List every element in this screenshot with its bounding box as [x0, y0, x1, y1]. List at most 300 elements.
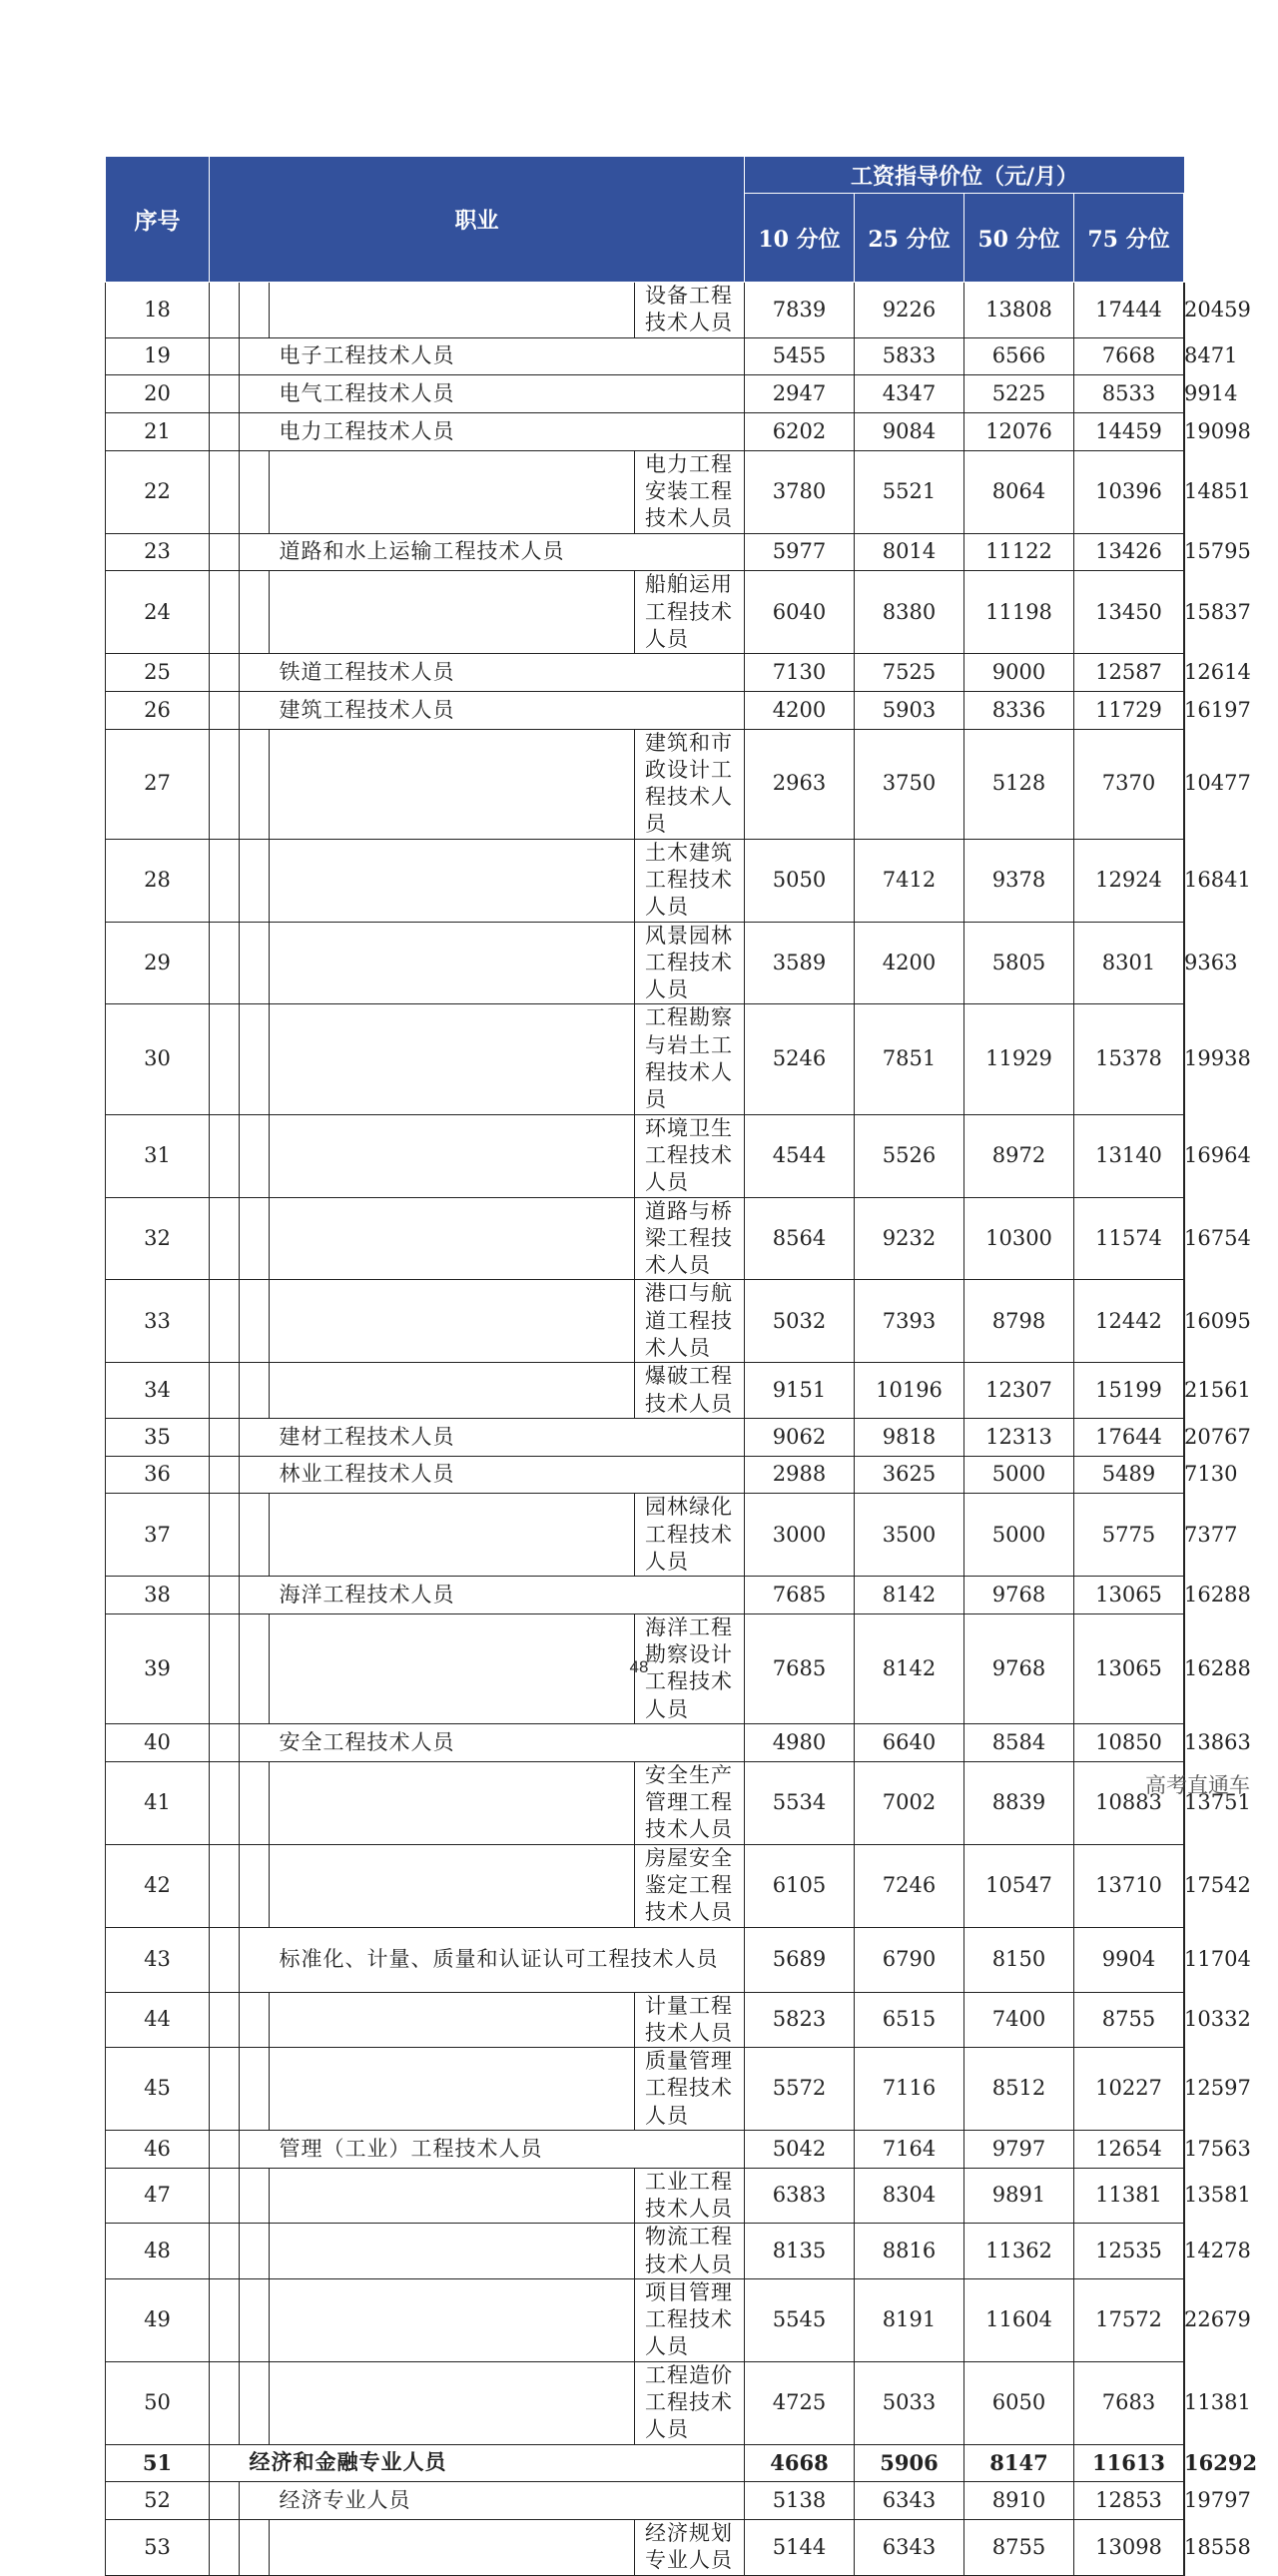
indent-cell — [270, 1761, 635, 1844]
wage-p75-cell: 13065 — [1074, 1613, 1184, 1723]
indent-cell — [240, 1577, 270, 1614]
indent-cell — [210, 1724, 240, 1762]
serial-number-cell: 44 — [106, 1992, 210, 2048]
wage-p75-cell: 13065 — [1074, 1577, 1184, 1614]
wage-p10-cell: 6040 — [745, 571, 855, 654]
wage-p10-cell: 4544 — [745, 1114, 855, 1197]
indent-cell — [210, 1844, 240, 1927]
serial-number-cell: 43 — [106, 1927, 210, 1992]
occupation-name-cell: 工程勘察与岩土工程技术人员 — [635, 1004, 745, 1114]
table-row — [106, 654, 1185, 692]
serial-number-cell: 26 — [106, 691, 210, 729]
occupation-name-cell: 港口与航道工程技术人员 — [635, 1280, 745, 1363]
wage-p75-cell: 11729 — [1074, 691, 1184, 729]
indent-cell — [240, 337, 270, 375]
wage-p90-cell: 19098 — [1184, 418, 1251, 443]
indent-cell — [240, 2361, 270, 2444]
wage-p10-cell: 5823 — [745, 1992, 855, 2048]
wage-p50-cell: 10547 — [964, 1844, 1074, 1927]
indent-cell — [240, 654, 270, 692]
table-row — [106, 1724, 1185, 1762]
wage-p25-cell: 6515 — [855, 1992, 964, 2048]
wage-p25-cell: 7246 — [855, 1844, 964, 1927]
indent-cell — [270, 571, 635, 654]
indent-cell — [210, 1114, 240, 1197]
indent-cell — [210, 2520, 240, 2576]
wage-p90-cell: 16288 — [1184, 1655, 1251, 1680]
serial-number-cell: 52 — [106, 2482, 210, 2520]
wage-p25-cell: 8142 — [855, 1577, 964, 1614]
wage-p75-cell: 10883 — [1074, 1761, 1184, 1844]
wage-p90-cell: 16964 — [1184, 1142, 1251, 1167]
wage-p10-cell: 6383 — [745, 2168, 855, 2224]
indent-cell — [210, 2224, 240, 2279]
wage-p75-cell: 10850 — [1074, 1724, 1184, 1762]
wage-p50-cell: 9768 — [964, 1613, 1074, 1723]
wage-p90-cell: 15795 — [1184, 539, 1251, 564]
indent-cell — [270, 450, 635, 533]
table-row — [106, 2131, 1185, 2169]
serial-number-cell: 25 — [106, 654, 210, 692]
wage-p90-cell: 16095 — [1184, 1308, 1251, 1333]
wage-p75-cell: 9904 — [1074, 1927, 1184, 1992]
wage-p75-cell: 12924 — [1074, 839, 1184, 922]
wage-p25-cell: 6343 — [855, 2482, 964, 2520]
wage-p10-cell: 8564 — [745, 1197, 855, 1280]
indent-cell — [210, 1418, 240, 1456]
wage-p50-cell: 8150 — [964, 1927, 1074, 1992]
occupation-name-cell: 海洋工程技术人员 — [270, 1577, 745, 1614]
wage-p50-cell: 5000 — [964, 1494, 1074, 1577]
wage-p90-cell: 22679 — [1184, 2307, 1251, 2332]
occupation-name-cell: 建筑和市政设计工程技术人员 — [635, 729, 745, 839]
occupation-name-cell: 工程造价工程技术人员 — [635, 2361, 745, 2444]
indent-cell — [210, 1927, 240, 1992]
wage-p75-cell: 12442 — [1074, 1280, 1184, 1363]
wage-p90-cell: 19797 — [1184, 2488, 1251, 2513]
indent-cell — [270, 2278, 635, 2361]
indent-cell — [240, 1363, 270, 1419]
header-serial-number: 序号 — [106, 157, 210, 283]
indent-cell — [270, 2520, 635, 2576]
occupation-name-cell: 环境卫生工程技术人员 — [635, 1114, 745, 1197]
wage-p10-cell: 3589 — [745, 922, 855, 1004]
serial-number-cell: 49 — [106, 2278, 210, 2361]
wage-p90-cell: 9914 — [1184, 380, 1238, 405]
occupation-name-cell: 电力工程安装工程技术人员 — [635, 450, 745, 533]
wage-p50-cell: 5225 — [964, 375, 1074, 413]
wage-p75-cell: 13450 — [1074, 571, 1184, 654]
indent-cell — [210, 337, 240, 375]
wage-p10-cell: 4980 — [745, 1724, 855, 1762]
wage-p50-cell: 5000 — [964, 1456, 1074, 1494]
wage-p25-cell: 7393 — [855, 1280, 964, 1363]
indent-cell — [210, 1197, 240, 1280]
table-row — [106, 1456, 1185, 1494]
wage-p10-cell: 7685 — [745, 1577, 855, 1614]
indent-cell — [240, 729, 270, 839]
indent-cell — [210, 654, 240, 692]
table-row — [106, 533, 1185, 571]
occupation-name-cell: 管理（工业）工程技术人员 — [270, 2131, 745, 2169]
wage-p90-cell: 18558 — [1184, 2534, 1251, 2559]
serial-number-cell: 41 — [106, 1761, 210, 1844]
indent-cell — [210, 2444, 240, 2482]
wage-p75-cell: 7668 — [1074, 337, 1184, 375]
wage-p75-cell: 5775 — [1074, 1494, 1184, 1577]
serial-number-cell: 42 — [106, 1844, 210, 1927]
indent-cell — [270, 1363, 635, 1419]
occupation-name-cell: 经济专业人员 — [270, 2482, 745, 2520]
indent-cell — [270, 729, 635, 839]
indent-cell — [210, 2131, 240, 2169]
serial-number-cell: 32 — [106, 1197, 210, 1280]
wage-p25-cell: 8816 — [855, 2224, 964, 2279]
wage-p25-cell: 5903 — [855, 691, 964, 729]
indent-cell — [270, 1992, 635, 2048]
wage-p25-cell: 7412 — [855, 839, 964, 922]
occupation-name-cell: 园林绿化工程技术人员 — [635, 1494, 745, 1577]
wage-p50-cell: 8064 — [964, 450, 1074, 533]
wage-p75-cell: 7370 — [1074, 729, 1184, 839]
wage-p25-cell: 8304 — [855, 2168, 964, 2224]
occupation-name-cell: 道路与桥梁工程技术人员 — [635, 1197, 745, 1280]
wage-p90-cell: 17563 — [1184, 2136, 1251, 2161]
wage-p75-cell: 14459 — [1074, 412, 1184, 450]
wage-p90-cell: 16288 — [1184, 1582, 1251, 1607]
wage-p90-cell: 14851 — [1184, 478, 1251, 503]
occupation-name-cell: 房屋安全鉴定工程技术人员 — [635, 1844, 745, 1927]
wage-p25-cell: 3625 — [855, 1456, 964, 1494]
wage-p10-cell: 5246 — [745, 1004, 855, 1114]
indent-cell — [210, 412, 240, 450]
occupation-name-cell: 工业工程技术人员 — [635, 2168, 745, 2224]
wage-p50-cell: 9768 — [964, 1577, 1074, 1614]
wage-p50-cell: 6566 — [964, 337, 1074, 375]
wage-p25-cell: 5521 — [855, 450, 964, 533]
wage-p90-cell: 11704 — [1184, 1946, 1251, 1971]
occupation-name-cell: 设备工程技术人员 — [635, 283, 745, 338]
wage-p10-cell: 6105 — [745, 1844, 855, 1927]
wage-p50-cell: 10300 — [964, 1197, 1074, 1280]
serial-number-cell: 21 — [106, 412, 210, 450]
wage-p25-cell: 9232 — [855, 1197, 964, 1280]
wage-p10-cell: 4725 — [745, 2361, 855, 2444]
occupation-name-cell: 林业工程技术人员 — [270, 1456, 745, 1494]
table-row — [106, 1927, 1185, 1992]
wage-p10-cell: 5050 — [745, 839, 855, 922]
wage-p90-cell: 12597 — [1184, 2076, 1251, 2101]
table-row — [106, 1761, 1185, 1844]
wage-p90-cell: 14278 — [1184, 2238, 1251, 2262]
wage-p25-cell: 5526 — [855, 1114, 964, 1197]
wage-p50-cell: 11198 — [964, 571, 1074, 654]
indent-cell — [210, 1280, 240, 1363]
wage-p10-cell: 7839 — [745, 283, 855, 338]
table-row — [106, 691, 1185, 729]
wage-p25-cell: 9084 — [855, 412, 964, 450]
serial-number-cell: 39 — [106, 1613, 210, 1723]
wage-p75-cell: 12587 — [1074, 654, 1184, 692]
table-row — [106, 412, 1185, 450]
wage-p10-cell: 5572 — [745, 2048, 855, 2131]
indent-cell — [270, 1114, 635, 1197]
serial-number-cell: 38 — [106, 1577, 210, 1614]
table-row — [106, 571, 1185, 654]
indent-cell — [240, 412, 270, 450]
table-row — [106, 2482, 1185, 2520]
wage-p10-cell: 7130 — [745, 654, 855, 692]
indent-cell — [270, 922, 635, 1004]
page-number: 48 — [629, 1657, 649, 1676]
serial-number-cell: 19 — [106, 337, 210, 375]
wage-p75-cell: 8533 — [1074, 375, 1184, 413]
wage-p25-cell: 4200 — [855, 922, 964, 1004]
wage-p50-cell: 8910 — [964, 2482, 1074, 2520]
wage-p10-cell: 9062 — [745, 1418, 855, 1456]
wage-p25-cell: 7525 — [855, 654, 964, 692]
serial-number-cell: 24 — [106, 571, 210, 654]
indent-cell — [240, 375, 270, 413]
wage-p25-cell: 7116 — [855, 2048, 964, 2131]
serial-number-cell: 53 — [106, 2520, 210, 2576]
wage-p75-cell: 13710 — [1074, 1844, 1184, 1927]
table-row — [106, 2278, 1185, 2361]
serial-number-cell: 51 — [106, 2444, 210, 2482]
wage-p90-cell: 16197 — [1184, 697, 1251, 722]
serial-number-cell: 33 — [106, 1280, 210, 1363]
serial-number-cell: 50 — [106, 2361, 210, 2444]
indent-cell — [210, 2048, 240, 2131]
indent-cell — [210, 375, 240, 413]
indent-cell — [270, 1494, 635, 1577]
wage-p10-cell: 5144 — [745, 2520, 855, 2576]
wage-p10-cell: 5534 — [745, 1761, 855, 1844]
wage-p10-cell: 5545 — [745, 2278, 855, 2361]
occupation-name-cell: 建筑工程技术人员 — [270, 691, 745, 729]
wage-p50-cell: 7400 — [964, 1992, 1074, 2048]
wage-p25-cell: 8380 — [855, 571, 964, 654]
serial-number-cell: 18 — [106, 283, 210, 338]
indent-cell — [270, 1844, 635, 1927]
wage-p75-cell: 17444 — [1074, 283, 1184, 338]
wage-p10-cell: 5042 — [745, 2131, 855, 2169]
wage-p50-cell: 11604 — [964, 2278, 1074, 2361]
wage-p50-cell: 6050 — [964, 2361, 1074, 2444]
occupation-name-cell: 船舶运用工程技术人员 — [635, 571, 745, 654]
wage-p50-cell: 8839 — [964, 1761, 1074, 1844]
wage-p50-cell: 12307 — [964, 1363, 1074, 1419]
wage-p10-cell: 7685 — [745, 1613, 855, 1723]
wage-p25-cell: 9818 — [855, 1418, 964, 1456]
wage-p90-cell: 13581 — [1184, 2183, 1251, 2208]
table-row — [106, 2520, 1185, 2576]
wage-p50-cell: 8512 — [964, 2048, 1074, 2131]
wage-p50-cell: 11929 — [964, 1004, 1074, 1114]
indent-cell — [240, 1992, 270, 2048]
wage-p50-cell: 8336 — [964, 691, 1074, 729]
occupation-name-cell: 质量管理工程技术人员 — [635, 2048, 745, 2131]
indent-cell — [240, 1844, 270, 1927]
indent-cell — [210, 839, 240, 922]
serial-number-cell: 35 — [106, 1418, 210, 1456]
table-row — [106, 839, 1185, 922]
table-row — [106, 283, 1185, 338]
wage-p10-cell: 5032 — [745, 1280, 855, 1363]
wage-p90-cell: 13751 — [1184, 1790, 1251, 1815]
serial-number-cell: 36 — [106, 1456, 210, 1494]
wage-p50-cell: 8798 — [964, 1280, 1074, 1363]
serial-number-cell: 45 — [106, 2048, 210, 2131]
table-row — [106, 1992, 1185, 2048]
table-row — [106, 2224, 1185, 2279]
wage-p75-cell: 12853 — [1074, 2482, 1184, 2520]
serial-number-cell: 30 — [106, 1004, 210, 1114]
occupation-name-cell: 电力工程技术人员 — [270, 412, 745, 450]
wage-p25-cell: 10196 — [855, 1363, 964, 1419]
occupation-name-cell: 项目管理工程技术人员 — [635, 2278, 745, 2361]
wage-p25-cell: 8191 — [855, 2278, 964, 2361]
wage-p50-cell: 5128 — [964, 729, 1074, 839]
serial-number-cell: 31 — [106, 1114, 210, 1197]
wage-p75-cell: 10227 — [1074, 2048, 1184, 2131]
indent-cell — [240, 2048, 270, 2131]
wage-p90-cell: 12614 — [1184, 659, 1251, 684]
indent-cell — [240, 1197, 270, 1280]
occupation-name-cell: 风景园林工程技术人员 — [635, 922, 745, 1004]
wage-p90-cell: 16841 — [1184, 867, 1251, 892]
indent-cell — [240, 2278, 270, 2361]
indent-cell — [210, 2278, 240, 2361]
wage-p90-cell: 20767 — [1184, 1424, 1251, 1449]
indent-cell — [210, 533, 240, 571]
serial-number-cell: 46 — [106, 2131, 210, 2169]
indent-cell — [210, 2168, 240, 2224]
table-row — [106, 1844, 1185, 1927]
indent-cell — [240, 1114, 270, 1197]
wage-p50-cell: 11362 — [964, 2224, 1074, 2279]
wage-p90-cell: 7377 — [1184, 1522, 1238, 1547]
indent-cell — [210, 283, 240, 338]
wage-p75-cell: 10396 — [1074, 450, 1184, 533]
wage-p90-cell: 11381 — [1184, 2390, 1251, 2415]
occupation-name-cell: 电子工程技术人员 — [270, 337, 745, 375]
indent-cell — [210, 729, 240, 839]
indent-cell — [210, 1456, 240, 1494]
indent-cell — [240, 450, 270, 533]
indent-cell — [240, 1004, 270, 1114]
wage-p10-cell: 2988 — [745, 1456, 855, 1494]
indent-cell — [270, 2361, 635, 2444]
indent-cell — [240, 1418, 270, 1456]
table-row — [106, 2168, 1185, 2224]
table-row — [106, 337, 1185, 375]
serial-number-cell: 37 — [106, 1494, 210, 1577]
indent-cell — [240, 1494, 270, 1577]
table-row — [106, 922, 1185, 1004]
wage-p75-cell: 11574 — [1074, 1197, 1184, 1280]
wage-p50-cell: 8147 — [964, 2444, 1074, 2482]
occupation-name-cell: 标准化、计量、质量和认证认可工程技术人员 — [270, 1927, 745, 1992]
wage-p50-cell: 9891 — [964, 2168, 1074, 2224]
indent-cell — [270, 1197, 635, 1280]
wage-p50-cell: 12076 — [964, 412, 1074, 450]
wage-p25-cell: 9226 — [855, 283, 964, 338]
wage-p10-cell: 2947 — [745, 375, 855, 413]
wage-p75-cell: 13140 — [1074, 1114, 1184, 1197]
header-p75: 75 分位 — [1074, 194, 1184, 283]
header-wage-group: 工资指导价位（元/月） — [745, 157, 1185, 194]
serial-number-cell: 29 — [106, 922, 210, 1004]
wage-p25-cell: 3500 — [855, 1494, 964, 1577]
occupation-name-cell: 安全工程技术人员 — [270, 1724, 745, 1762]
indent-cell — [240, 1761, 270, 1844]
occupation-name-cell: 电气工程技术人员 — [270, 375, 745, 413]
serial-number-cell: 48 — [106, 2224, 210, 2279]
indent-cell — [240, 571, 270, 654]
wage-p25-cell: 7164 — [855, 2131, 964, 2169]
wage-p90-cell: 7130 — [1184, 1462, 1238, 1487]
indent-cell — [210, 2482, 240, 2520]
wage-p75-cell: 11381 — [1074, 2168, 1184, 2224]
indent-cell — [270, 2168, 635, 2224]
indent-cell — [210, 1363, 240, 1419]
wage-p75-cell: 5489 — [1074, 1456, 1184, 1494]
wage-p10-cell: 3000 — [745, 1494, 855, 1577]
occupation-name-cell: 安全生产管理工程技术人员 — [635, 1761, 745, 1844]
wage-p10-cell: 4200 — [745, 691, 855, 729]
wage-p50-cell: 9000 — [964, 654, 1074, 692]
wage-p50-cell: 8584 — [964, 1724, 1074, 1762]
indent-cell — [210, 2361, 240, 2444]
occupation-name-cell: 铁道工程技术人员 — [270, 654, 745, 692]
wage-p25-cell: 6790 — [855, 1927, 964, 1992]
table-row — [106, 1577, 1185, 1614]
wage-p10-cell: 8135 — [745, 2224, 855, 2279]
wage-p75-cell: 7683 — [1074, 2361, 1184, 2444]
indent-cell — [270, 1004, 635, 1114]
wage-p50-cell: 9797 — [964, 2131, 1074, 2169]
serial-number-cell: 34 — [106, 1363, 210, 1419]
wage-p75-cell: 17644 — [1074, 1418, 1184, 1456]
header-p25: 25 分位 — [855, 194, 964, 283]
indent-cell — [240, 839, 270, 922]
wage-p50-cell: 5805 — [964, 922, 1074, 1004]
wage-p50-cell: 12313 — [964, 1418, 1074, 1456]
occupation-name-cell: 经济和金融专业人员 — [240, 2444, 745, 2482]
wage-p75-cell: 8755 — [1074, 1992, 1184, 2048]
indent-cell — [210, 1992, 240, 2048]
table-row — [106, 1114, 1185, 1197]
occupation-name-cell: 物流工程技术人员 — [635, 2224, 745, 2279]
wage-p75-cell: 15378 — [1074, 1004, 1184, 1114]
indent-cell — [240, 1724, 270, 1762]
wage-p90-cell: 13863 — [1184, 1729, 1251, 1754]
wage-p25-cell: 4347 — [855, 375, 964, 413]
indent-cell — [210, 1577, 240, 1614]
wage-p25-cell: 5833 — [855, 337, 964, 375]
wage-p25-cell: 6343 — [855, 2520, 964, 2576]
indent-cell — [210, 1004, 240, 1114]
wage-p25-cell: 6640 — [855, 1724, 964, 1762]
indent-cell — [240, 691, 270, 729]
serial-number-cell: 47 — [106, 2168, 210, 2224]
header-p50: 50 分位 — [964, 194, 1074, 283]
wage-p25-cell: 3750 — [855, 729, 964, 839]
indent-cell — [240, 2520, 270, 2576]
wage-p10-cell: 4668 — [745, 2444, 855, 2482]
indent-cell — [210, 571, 240, 654]
